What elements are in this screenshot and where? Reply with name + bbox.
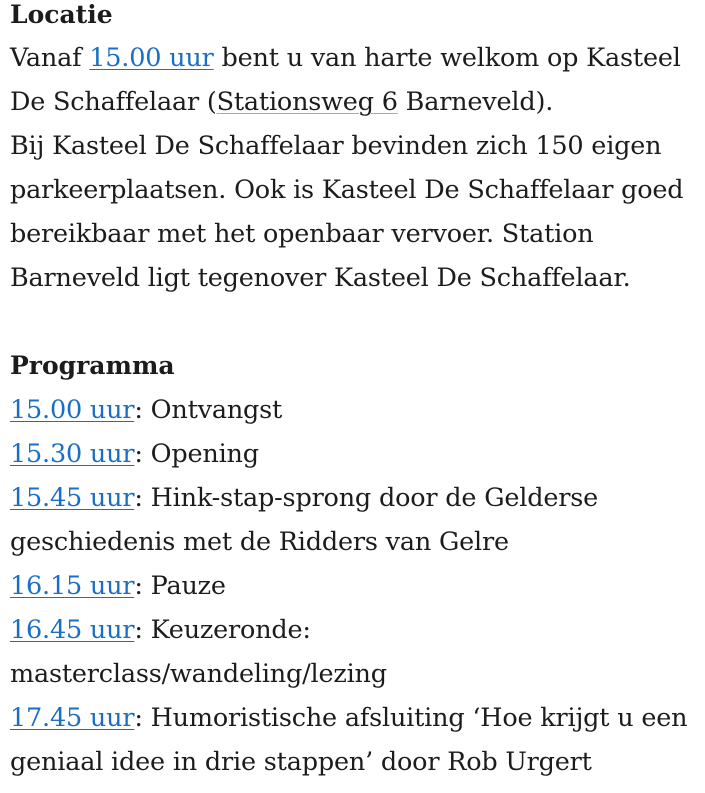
program-time-link[interactable]: 16.45 uur [10,615,135,645]
arrival-time-link[interactable]: 15.00 uur [89,43,214,73]
locatie-heading: Locatie [10,0,113,29]
program-item-text: : Opening [134,439,259,469]
program-item-text: : Pauze [134,571,226,601]
intro-suffix: Barneveld). [397,87,554,117]
locatie-body: Bij Kasteel De Schaffelaar bevinden zich 150 eigen parkeerplaatsen. Ook is Kasteel De Schaffelaar goed bereikbaar met het openbaar vervoer. Station Barneveld ligt tegenover Kasteel De Schaffelaar. [10,131,684,293]
program-item-text: : Keuzeronde: masterclass/wandeling/lezing [10,615,387,689]
intro-mid: bent u van harte welkom op Kasteel De Schaffelaar ( [10,43,681,117]
program-item-text: : Hink-stap-sprong door de Gelderse geschiedenis met de Ridders van Gelre [10,483,598,557]
list-item [10,432,695,476]
program-time-link[interactable]: 16.15 uur [10,571,135,601]
intro-prefix: Vanaf [10,43,90,73]
list-item [10,388,695,432]
section-spacer [10,300,695,344]
list-item [10,476,695,564]
list-item [10,564,695,608]
program-time-link[interactable]: 15.45 uur [10,483,135,513]
program-time-link[interactable]: 15.00 uur [10,395,135,425]
programma-list [10,388,695,784]
list-item [10,696,695,784]
locatie-intro [10,36,695,124]
program-item-text: : Humoristische afsluiting ‘Hoe krijgt u een geniaal idee in drie stappen’ door Rob Urgert [10,703,688,777]
list-item [10,608,695,696]
program-item-text: : Ontvangst [134,395,283,425]
program-time-link[interactable]: 17.45 uur [10,703,135,733]
address-link[interactable]: Stationsweg 6 [216,87,398,117]
programma-heading: Programma [10,351,175,380]
program-time-link[interactable]: 15.30 uur [10,439,135,469]
